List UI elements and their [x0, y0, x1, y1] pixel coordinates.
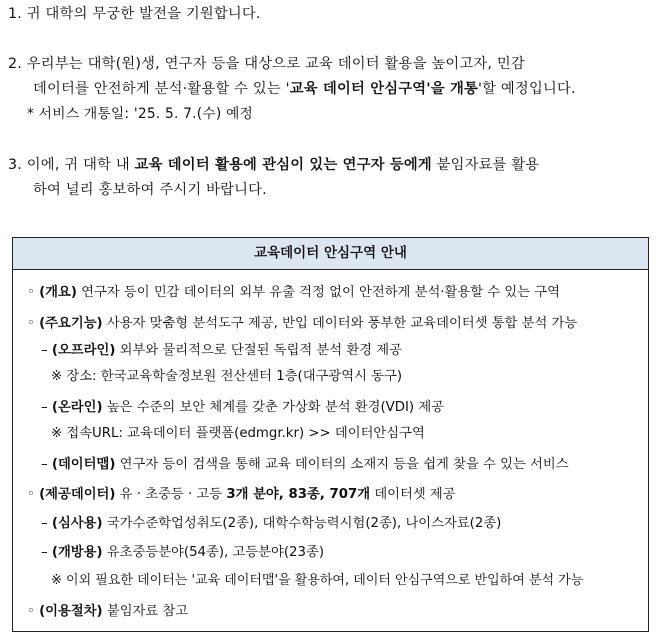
review-data-item: [41, 514, 501, 534]
provided-data-label: (제공데이터): [39, 487, 116, 502]
info-box-title: 교육데이터 안심구역 안내: [13, 238, 648, 270]
paragraph-3-text-post: 붙임자료를 활용: [431, 157, 540, 173]
paragraph-1: [8, 4, 261, 24]
dash-icon: –: [41, 545, 48, 560]
provided-data-text-pre: 유 · 초중등 · 고등: [115, 487, 227, 502]
online-label: (온라인): [51, 400, 103, 415]
paragraph-1-text: 귀 대학의 무궁한 발전을 기원합니다.: [26, 6, 261, 22]
offline-item: [41, 341, 402, 361]
paragraph-3-line-1: [8, 155, 539, 175]
bullet-icon: ◦: [27, 285, 35, 300]
paragraph-3-line-2: 하여 널리 홍보하여 주시기 바랍니다.: [33, 182, 267, 198]
overview-item: [27, 283, 560, 303]
dash-icon: –: [41, 457, 48, 472]
datamap-text: 연구자 등이 검색을 통해 교육 데이터의 소재지 등을 쉽게 찾을 수 있는 서비스: [115, 457, 569, 472]
procedure-item: [27, 602, 188, 622]
online-url-note: ※ 접속URL: 교육데이터 플랫폼(edmgr.kr) >> 데이터안심구역: [51, 426, 425, 441]
info-box: [12, 237, 649, 632]
provided-data-text-post: 데이터셋 제공: [370, 487, 456, 502]
overview-label: (개요): [39, 285, 77, 300]
overview-text: 연구자 등이 민감 데이터의 외부 유출 걱정 없이 안전하게 분석·활용할 수 있는 구역: [76, 285, 560, 300]
open-data-text: 유초중등분야(54종), 고등분야(23종): [102, 545, 325, 560]
datamap-label: (데이터맵): [51, 457, 116, 472]
provided-data-item: [27, 485, 456, 505]
offline-text: 외부와 물리적으로 단절된 독립적 분석 환경 제공: [115, 343, 402, 358]
dash-icon: –: [41, 343, 48, 358]
paragraph-2-line-1: [8, 54, 525, 74]
dash-icon: –: [41, 400, 48, 415]
provided-data-highlight: 3개 분야, 83종, 707개: [226, 487, 371, 502]
open-data-item: [41, 543, 324, 563]
bullet-icon: ◦: [27, 316, 35, 331]
service-date-note: * 서비스 개통일: '25. 5. 7.(수) 예정: [27, 106, 254, 122]
paragraph-2-text-post: '할 예정입니다.: [478, 81, 576, 97]
procedure-text: 붙임자료 참고: [102, 604, 189, 619]
datamap-item: [41, 455, 569, 475]
paragraph-2-text-pre: 데이터를 안전하게 분석·활용할 수 있는 ': [33, 81, 290, 97]
offline-label: (오프라인): [51, 343, 116, 358]
dash-icon: –: [41, 516, 48, 531]
paragraph-1-number: 1.: [8, 6, 23, 22]
review-data-text: 국가수준학업성취도(2종), 대학수학능력시험(2종), 나이스자료(2종): [102, 516, 502, 531]
bullet-icon: ◦: [27, 487, 35, 502]
online-item: [41, 398, 444, 418]
paragraph-3-highlight: 교육 데이터 활용에 관심이 있는 연구자 등에게: [134, 157, 432, 173]
paragraph-3-text-pre: 이에, 귀 대학 내: [26, 157, 135, 173]
procedure-label: (이용절차): [39, 604, 103, 619]
paragraph-2-highlight: 교육 데이터 안심구역'을 개통: [289, 81, 479, 97]
paragraph-2-text: 우리부는 대학(원)생, 연구자 등을 대상으로 교육 데이터 활용을 높이고자, 민감: [26, 56, 525, 72]
features-text: 사용자 맞춤형 분석도구 제공, 반입 데이터와 풍부한 교육데이터셋 통합 분석 가능: [102, 316, 578, 331]
extra-data-note: ※ 이외 필요한 데이터는 '교육 데이터맵'을 활용하여, 데이터 안심구역으로 반입하여 분석 가능: [51, 573, 584, 588]
bullet-icon: ◦: [27, 604, 35, 619]
open-data-label: (개방용): [51, 545, 103, 560]
features-label: (주요기능): [39, 316, 103, 331]
paragraph-2-number: 2.: [8, 56, 23, 72]
features-item: [27, 314, 577, 334]
paragraph-3-number: 3.: [8, 157, 23, 173]
offline-location-note: ※ 장소: 한국교육학술정보원 전산센터 1층(대구광역시 동구): [51, 369, 403, 384]
review-data-label: (심사용): [51, 516, 103, 531]
paragraph-2-line-2: [33, 79, 576, 99]
online-text: 높은 수준의 보안 체계를 갖춘 가상화 분석 환경(VDI) 제공: [102, 400, 445, 415]
